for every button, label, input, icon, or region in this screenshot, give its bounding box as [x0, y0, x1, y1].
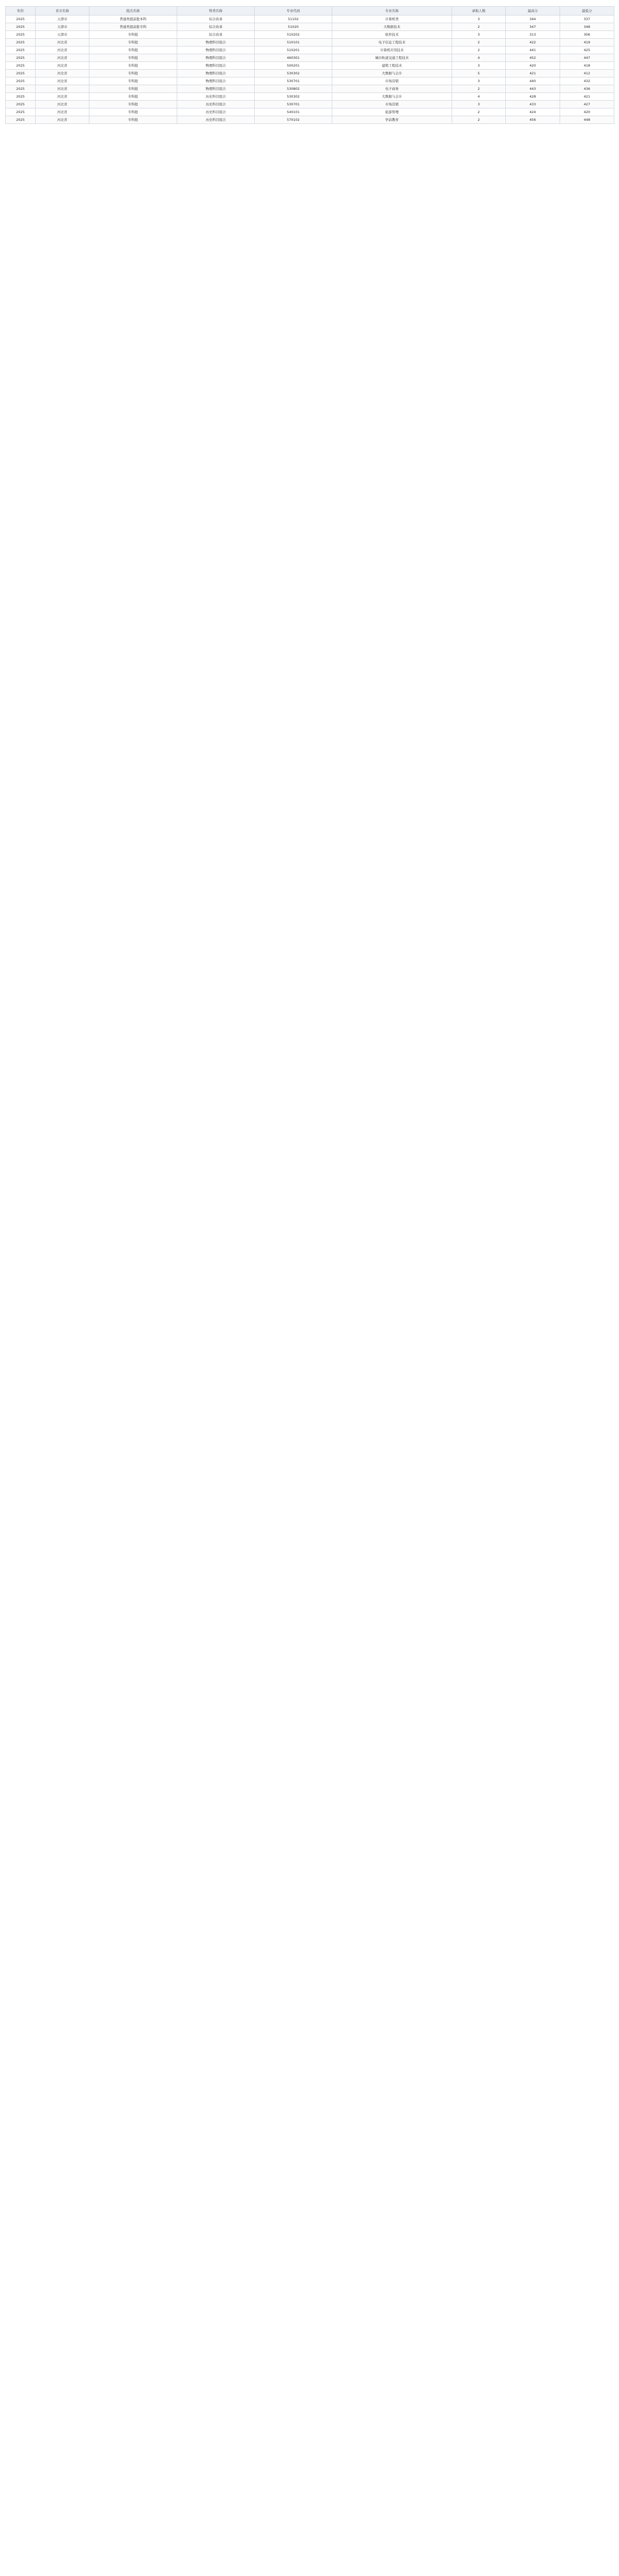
cell-major-code: 540101: [255, 108, 332, 116]
table-row: [6, 54, 614, 62]
table-row: [6, 31, 614, 39]
table-row: [6, 62, 614, 70]
cell-category: 物理科目组合: [177, 70, 255, 77]
cell-min-score: 447: [560, 54, 614, 62]
header-category: 科类名称: [177, 7, 255, 15]
cell-batch: 专科批: [89, 46, 177, 54]
cell-max-score: 313: [506, 31, 560, 39]
cell-batch: 专科批: [89, 108, 177, 116]
cell-province: 河北省: [36, 93, 89, 101]
cell-province: 河北省: [36, 62, 89, 70]
cell-min-score: 337: [560, 15, 614, 23]
cell-major-name: 大数据与会计: [332, 93, 452, 101]
cell-admitted: 2: [452, 46, 506, 54]
cell-year: 2025: [6, 15, 36, 23]
cell-max-score: 428: [506, 93, 560, 101]
cell-year: 2025: [6, 85, 36, 93]
cell-major-code: 51102: [255, 15, 332, 23]
header-major-name: 专业名称: [332, 7, 452, 15]
cell-province: 河北省: [36, 39, 89, 46]
cell-admitted: 2: [452, 23, 506, 31]
cell-year: 2025: [6, 116, 36, 124]
cell-province: 河北省: [36, 54, 89, 62]
cell-max-score: 420: [506, 62, 560, 70]
cell-batch: 专科批: [89, 85, 177, 93]
table-header-row: [6, 7, 614, 15]
cell-admitted: 3: [452, 101, 506, 108]
cell-major-code: 51020: [255, 23, 332, 31]
cell-admitted: 4: [452, 54, 506, 62]
table-row: [6, 85, 614, 93]
cell-major-code: 530302: [255, 93, 332, 101]
cell-max-score: 421: [506, 70, 560, 77]
cell-major-code: 510202: [255, 31, 332, 39]
cell-max-score: 440: [506, 77, 560, 85]
table-row: [6, 108, 614, 116]
cell-major-name: 城市轨道交通工程技术: [332, 54, 452, 62]
cell-max-score: 433: [506, 101, 560, 108]
header-batch: 批次名称: [89, 7, 177, 15]
table-row: [6, 23, 614, 31]
cell-year: 2025: [6, 101, 36, 108]
cell-major-name: 市场营销: [332, 101, 452, 108]
cell-max-score: 424: [506, 108, 560, 116]
cell-major-name: 市场营销: [332, 77, 452, 85]
cell-category: 物理科目组合: [177, 54, 255, 62]
cell-batch: 普通类提前批本科: [89, 15, 177, 23]
cell-category: 物理科目组合: [177, 39, 255, 46]
header-province: 省市名称: [36, 7, 89, 15]
cell-province: 河北省: [36, 85, 89, 93]
cell-province: 天津市: [36, 15, 89, 23]
cell-min-score: 421: [560, 93, 614, 101]
cell-min-score: 425: [560, 46, 614, 54]
cell-major-name: 大数据技术: [332, 23, 452, 31]
cell-admitted: 2: [452, 116, 506, 124]
cell-province: 河北省: [36, 108, 89, 116]
cell-category: 历史科目组合: [177, 93, 255, 101]
cell-province: 天津市: [36, 23, 89, 31]
cell-major-code: 460301: [255, 54, 332, 62]
cell-batch: 普通类提前批专科: [89, 23, 177, 31]
cell-province: 河北省: [36, 70, 89, 77]
cell-major-code: 500201: [255, 62, 332, 70]
cell-min-score: 432: [560, 77, 614, 85]
cell-min-score: 348: [560, 23, 614, 31]
header-max-score: 最高分: [506, 7, 560, 15]
cell-category: 物理科目组合: [177, 62, 255, 70]
header-major-code: 专业代码: [255, 7, 332, 15]
cell-major-code: 570102: [255, 116, 332, 124]
cell-category: 历史科目组合: [177, 101, 255, 108]
table-row: [6, 46, 614, 54]
header-admitted: 录取人数: [452, 7, 506, 15]
cell-max-score: 456: [506, 116, 560, 124]
cell-province: 河北省: [36, 116, 89, 124]
header-year: 年份: [6, 7, 36, 15]
table-row: [6, 77, 614, 85]
cell-major-name: 软件技术: [332, 31, 452, 39]
cell-category: 综合改革: [177, 23, 255, 31]
cell-province: 河北省: [36, 46, 89, 54]
cell-category: 综合改革: [177, 31, 255, 39]
cell-province: 天津市: [36, 31, 89, 39]
cell-major-code: 530802: [255, 85, 332, 93]
cell-major-name: 建筑工程技术: [332, 62, 452, 70]
cell-max-score: 344: [506, 15, 560, 23]
cell-admitted: 2: [452, 85, 506, 93]
cell-min-score: 412: [560, 70, 614, 77]
cell-year: 2025: [6, 31, 36, 39]
cell-major-name: 学前教育: [332, 116, 452, 124]
cell-min-score: 306: [560, 31, 614, 39]
cell-min-score: 436: [560, 85, 614, 93]
cell-batch: 专科批: [89, 62, 177, 70]
table-row: [6, 70, 614, 77]
cell-major-code: 510201: [255, 46, 332, 54]
cell-admitted: 3: [452, 77, 506, 85]
cell-admitted: 5: [452, 70, 506, 77]
cell-year: 2025: [6, 54, 36, 62]
cell-major-code: 530701: [255, 77, 332, 85]
cell-admitted: 3: [452, 62, 506, 70]
cell-category: 物理科目组合: [177, 46, 255, 54]
cell-year: 2025: [6, 70, 36, 77]
cell-category: 历史科目组合: [177, 116, 255, 124]
cell-max-score: 452: [506, 54, 560, 62]
admission-scores-table: [5, 6, 614, 124]
header-min-score: 最低分: [560, 7, 614, 15]
cell-batch: 专科批: [89, 77, 177, 85]
table-row: [6, 101, 614, 108]
cell-major-code: 510101: [255, 39, 332, 46]
cell-category: 物理科目组合: [177, 77, 255, 85]
cell-year: 2025: [6, 62, 36, 70]
cell-batch: 专科批: [89, 70, 177, 77]
cell-major-code: 530701: [255, 101, 332, 108]
cell-min-score: 448: [560, 116, 614, 124]
cell-batch: 专科批: [89, 101, 177, 108]
cell-major-name: 计算机类: [332, 15, 452, 23]
cell-year: 2025: [6, 77, 36, 85]
cell-major-name: 大数据与会计: [332, 70, 452, 77]
cell-major-name: 电子信息工程技术: [332, 39, 452, 46]
cell-major-name: 电子商务: [332, 85, 452, 93]
cell-admitted: 2: [452, 39, 506, 46]
cell-category: 综合改革: [177, 15, 255, 23]
cell-year: 2025: [6, 23, 36, 31]
cell-max-score: 347: [506, 23, 560, 31]
cell-major-code: 530302: [255, 70, 332, 77]
cell-min-score: 420: [560, 108, 614, 116]
cell-admitted: 3: [452, 31, 506, 39]
cell-batch: 专科批: [89, 116, 177, 124]
cell-admitted: 4: [452, 93, 506, 101]
cell-province: 河北省: [36, 101, 89, 108]
cell-batch: 专科批: [89, 39, 177, 46]
cell-year: 2025: [6, 39, 36, 46]
cell-min-score: 427: [560, 101, 614, 108]
cell-category: 历史科目组合: [177, 108, 255, 116]
cell-batch: 专科批: [89, 31, 177, 39]
cell-admitted: 3: [452, 15, 506, 23]
table-row: [6, 93, 614, 101]
cell-year: 2025: [6, 108, 36, 116]
cell-major-name: 旅游管理: [332, 108, 452, 116]
table-row: [6, 39, 614, 46]
cell-max-score: 441: [506, 46, 560, 54]
cell-max-score: 443: [506, 85, 560, 93]
cell-batch: 专科批: [89, 93, 177, 101]
cell-admitted: 2: [452, 108, 506, 116]
cell-max-score: 422: [506, 39, 560, 46]
cell-major-name: 计算机应用技术: [332, 46, 452, 54]
cell-province: 河北省: [36, 77, 89, 85]
table-row: [6, 116, 614, 124]
cell-min-score: 418: [560, 62, 614, 70]
cell-category: 物理科目组合: [177, 85, 255, 93]
cell-year: 2025: [6, 93, 36, 101]
table-row: [6, 15, 614, 23]
cell-year: 2025: [6, 46, 36, 54]
cell-min-score: 419: [560, 39, 614, 46]
cell-batch: 专科批: [89, 54, 177, 62]
